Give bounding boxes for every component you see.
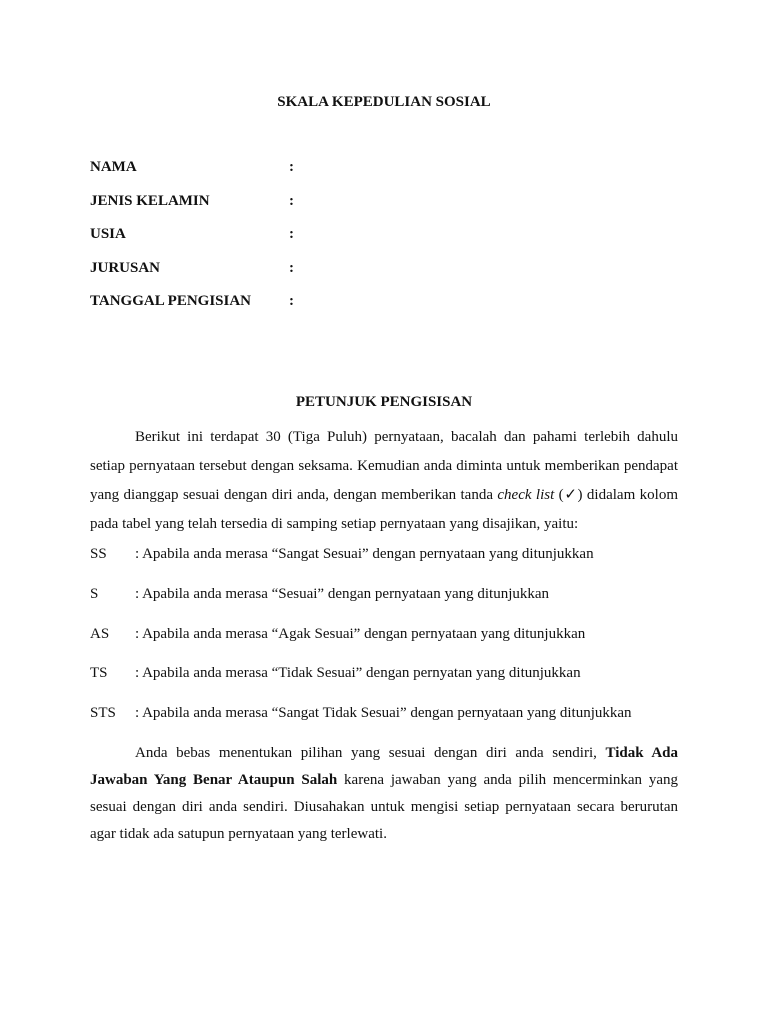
answer-legend bbox=[90, 546, 690, 745]
identity-colon: : bbox=[289, 259, 294, 276]
identity-row-nama bbox=[90, 159, 690, 193]
identity-label: TANGGAL PENGISIAN bbox=[90, 293, 252, 309]
instructions-title: PETUNJUK PENGISISAN bbox=[295, 394, 473, 410]
closing-paragraph bbox=[90, 740, 678, 848]
legend-code: SS bbox=[90, 546, 107, 562]
legend-code: TS bbox=[90, 665, 108, 682]
closing-text-end: karena jawaban yang anda pilih mencerminkan yang sesuai dengan diri anda sendiri. Diusahakan untuk mengisi setiap pernyataan secara berurutan agar tidak ada satupun pernyataan yang terlewati. bbox=[90, 772, 679, 842]
legend-description: : Apabila anda merasa “Sangat Sesuai” dengan pernyataan yang ditunjukkan bbox=[135, 546, 594, 562]
identity-row-tanggal-pengisian bbox=[90, 293, 690, 327]
legend-description: : Apabila anda merasa “Sangat Tidak Sesuai” dengan pernyataan yang ditunjukkan bbox=[135, 705, 632, 722]
identity-colon: : bbox=[289, 192, 294, 209]
legend-item-sts bbox=[90, 705, 690, 745]
identity-row-jenis-kelamin bbox=[90, 193, 690, 227]
legend-code: S bbox=[90, 585, 99, 602]
legend-item-as bbox=[90, 626, 690, 666]
legend-description: : Apabila anda merasa “Sesuai” dengan pernyataan yang ditunjukkan bbox=[135, 585, 550, 602]
intro-italic-term: check list bbox=[497, 487, 555, 503]
legend-item-ts bbox=[90, 665, 690, 705]
legend-description: : Apabila anda merasa “Tidak Sesuai” dengan pernyatan yang ditunjukkan bbox=[135, 665, 581, 682]
identity-label: JURUSAN bbox=[90, 259, 161, 276]
intro-paragraph bbox=[90, 423, 678, 539]
identity-colon: : bbox=[289, 293, 294, 309]
identity-row-jurusan bbox=[90, 260, 690, 294]
legend-description: : Apabila anda merasa “Agak Sesuai” dengan pernyataan yang ditunjukkan bbox=[135, 625, 586, 642]
identity-colon: : bbox=[289, 159, 294, 175]
intro-text-end: (✓) didalam kolom pada tabel yang telah tersedia di samping setiap pernyataan yang disajikan, yaitu: bbox=[90, 487, 678, 532]
identity-label: NAMA bbox=[90, 159, 137, 175]
intro-text: Berikut ini terdapat 30 (Tiga Puluh) pernyataan, bacalah dan pahami terlebih dahulu setiap pernyataan tersebut dengan seksama. Kemudian anda diminta untuk memberikan pendapat yang dianggap sesuai dengan diri anda, dengan memberikan tanda bbox=[90, 429, 678, 503]
legend-code: AS bbox=[90, 625, 110, 642]
document-title: SKALA KEPEDULIAN SOSIAL bbox=[277, 94, 491, 110]
legend-code: STS bbox=[90, 705, 116, 722]
closing-bold-phrase: Tidak Ada Jawaban Yang Benar Ataupun Salah bbox=[90, 745, 679, 788]
identity-label: JENIS KELAMIN bbox=[90, 192, 210, 209]
identity-label: USIA bbox=[90, 226, 126, 242]
legend-item-ss bbox=[90, 546, 690, 586]
identity-colon: : bbox=[289, 226, 294, 242]
identity-row-usia bbox=[90, 226, 690, 260]
legend-item-s bbox=[90, 586, 690, 626]
identity-form bbox=[90, 159, 690, 327]
closing-text: Anda bebas menentukan pilihan yang sesuai dengan diri anda sendiri, bbox=[135, 745, 606, 761]
